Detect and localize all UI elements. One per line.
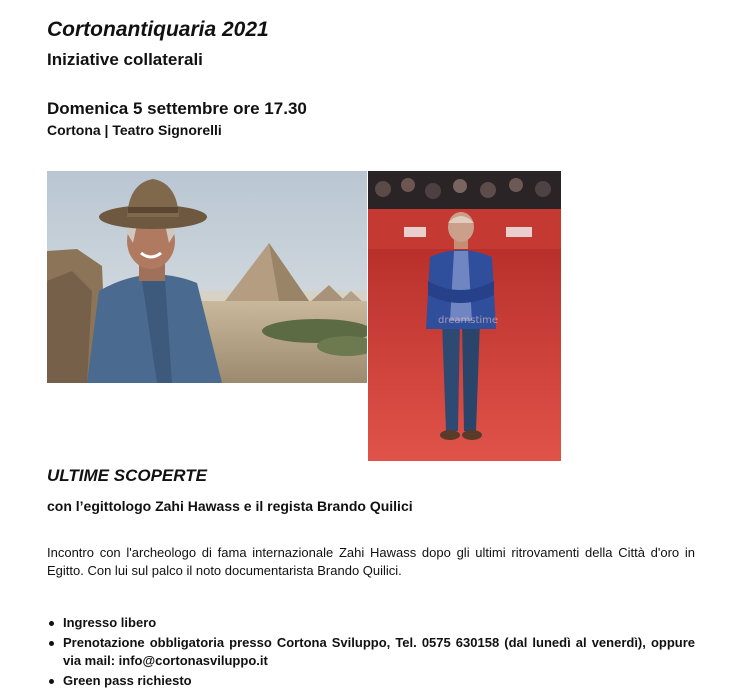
event-venue: Cortona | Teatro Signorelli [47,122,222,138]
event-subtitle: con l’egittologo Zahi Hawass e il regista Brando Quilici [47,498,413,514]
info-item-green-pass: Green pass richiesto [47,672,695,690]
info-list [47,614,695,692]
photo-hawass-pyramids [47,171,367,383]
event-date-time: Domenica 5 settembre ore 17.30 [47,99,307,118]
photo-quilici-red-carpet-icon [368,171,561,461]
photo-quilici-red-carpet [368,171,561,461]
info-item-prenotazione: Prenotazione obbligatoria presso Cortona Sviluppo, Tel. 0575 630158 (dal lunedì al venerdì), oppure via mail: info@cortonasviluppo.it [47,634,695,670]
page-subtitle: Iniziative collaterali [47,50,203,69]
info-item-ingresso: Ingresso libero [47,614,695,632]
page-title: Cortonantiquaria 2021 [47,18,269,41]
photo-hawass-pyramids-icon [47,171,367,383]
watermark-text: dreamstime [438,315,499,326]
event-title: ULTIME SCOPERTE [47,466,207,485]
event-description: Incontro con l'archeologo di fama internazionale Zahi Hawass dopo gli ultimi ritrovamenti della Città d'oro in Egitto. Con lui sul palco il noto documentarista Brando Quilici. [47,545,695,578]
